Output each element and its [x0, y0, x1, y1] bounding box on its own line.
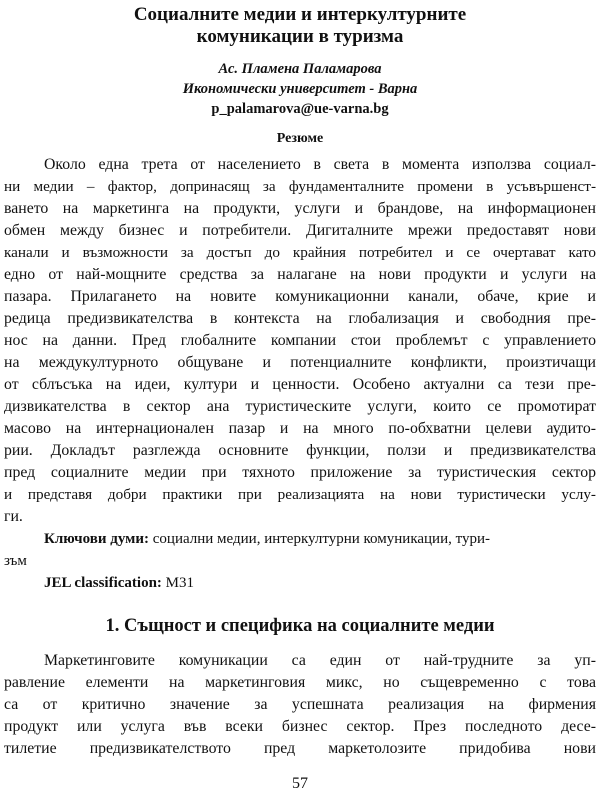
keywords-continuation: зъм	[4, 553, 27, 569]
abstract-line: и представя добри практики при реализацията на нови туристически услу-	[4, 486, 596, 503]
abstract-line: пред социалните медии при тяхното приложение за туристическия сектор	[4, 464, 596, 481]
author-name: Ас. Пламена Паламарова	[218, 61, 382, 77]
body-line: продукт или услуга във всеки бизнес сектор. През последното десе-	[4, 718, 596, 735]
body-line: равление елементи на маркетинговия микс, но същевременно с това	[4, 674, 596, 691]
body-line: тилетие предизвикателството пред маркетолозите придобива нови	[4, 740, 596, 757]
abstract-line: канали и възможности за достъп до крайния потребител и се очертават като	[4, 244, 596, 261]
abstract-line: обмен между бизнес и потребители. Дигиталните мрежи предоставят нови	[4, 222, 596, 239]
abstract-line: ни медии – фактор, допринасящ за фундаменталните промени в усъвършенст-	[4, 178, 596, 195]
abstract-line: едно от най-мощните средства за налагане на нови продукти и услуги на	[4, 266, 596, 283]
author-email[interactable]: p_palamarova@ue-varna.bg	[211, 101, 389, 117]
jel-value: M31	[161, 575, 195, 591]
paper-title-line-2: комуникации в туризма	[196, 26, 404, 47]
abstract-line: нос на данни. Пред глобалните компании стои проблемът с управлението	[4, 332, 596, 349]
author-affiliation: Икономически университет - Варна	[182, 81, 418, 97]
abstract-line: масово на интернационален пазар и на много по-обхватни целеви аудито-	[4, 420, 596, 437]
keywords-label: Ключови думи:	[44, 531, 150, 547]
abstract-line: на междукултурното общуване и потенциалните конфликти, произтичащи	[4, 354, 596, 371]
abstract-line: рии. Докладът разглежда основните функции, ползи и предизвикателства	[4, 442, 596, 459]
section-1-heading: 1. Същност и специфика на социалните медии	[105, 616, 495, 636]
abstract-line: пазара. Прилагането на новите комуникационни канали, обаче, крие и	[4, 288, 596, 305]
jel-line	[44, 572, 194, 594]
abstract-heading: Резюме	[276, 131, 324, 146]
abstract-line: дизвикателства в сектор ана туристическите услуги, които се промотират	[4, 398, 596, 415]
abstract-line: ването на маркетинга на продукти, услуги и брандове, на информационен	[4, 200, 596, 217]
abstract-line: от сблъсъка на идеи, култури и ценности. Особено актуални са тези пре-	[4, 376, 596, 393]
keywords-text: социални медии, интеркултурни комуникации, тури-	[149, 531, 490, 547]
jel-label: JEL classification:	[44, 575, 162, 591]
abstract-line: редица предизвикателства в контекста на глобализация и свободния пре-	[4, 310, 596, 327]
paper-title-line-1: Социалните медии и интеркултурните	[133, 4, 467, 25]
abstract-line: ги.	[4, 508, 23, 525]
page-number: 57	[292, 775, 308, 792]
body-line: Маркетинговите комуникации са един от най-трудните за уп-	[44, 652, 596, 669]
abstract-line: Около една трета от населението в света в момента използва социал-	[44, 156, 596, 173]
body-line: са от критично значение за успешната реализация на фирмения	[4, 696, 596, 713]
keywords-line	[44, 528, 490, 550]
